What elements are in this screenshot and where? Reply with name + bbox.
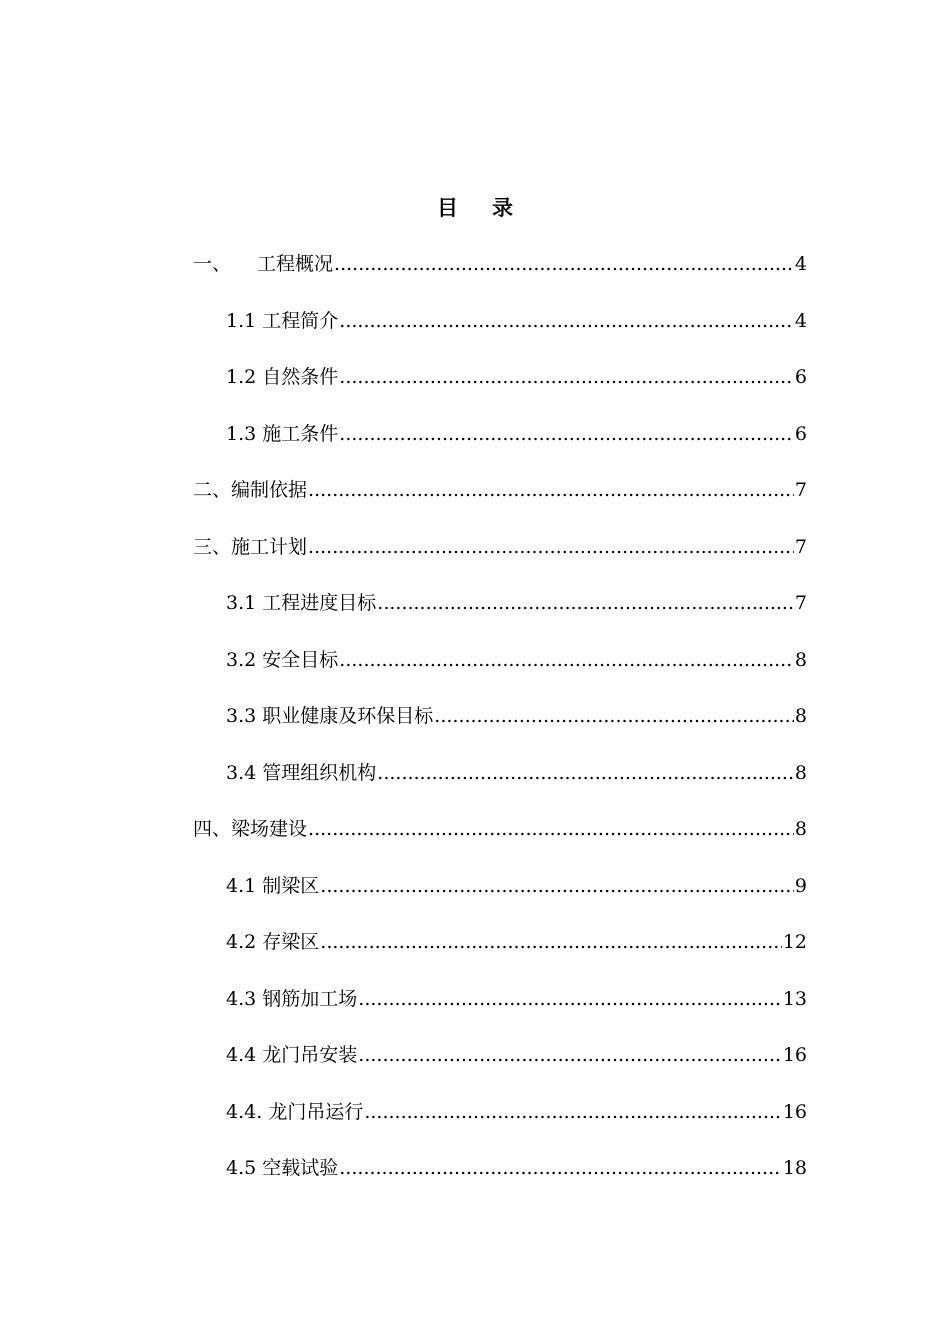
toc-entry-text: 职业健康及环保目标	[262, 705, 434, 727]
toc-dot-leader	[334, 248, 794, 280]
toc-entry[interactable]	[193, 644, 807, 701]
toc-entry-number: 3.2	[226, 648, 257, 671]
toc-entry[interactable]	[193, 813, 807, 870]
toc-entry-text: 管理组织机构	[262, 761, 377, 784]
toc-page-number: 18	[782, 1157, 807, 1179]
toc-dot-leader	[339, 1152, 782, 1184]
toc-entry-label	[226, 305, 338, 337]
toc-dot-leader	[339, 361, 794, 393]
toc-entry[interactable]	[193, 1039, 807, 1096]
toc-entry-number: 4.3	[226, 987, 257, 1010]
toc-entry-number: 4.1	[226, 874, 257, 897]
toc-entry-number: 1.3	[226, 422, 257, 445]
toc-entry[interactable]	[193, 700, 807, 757]
toc-entry-number: 4.5	[226, 1157, 257, 1179]
toc-entry-text: 工程进度目标	[262, 592, 377, 614]
toc-dot-leader	[364, 1096, 781, 1128]
toc-entry-label	[226, 700, 433, 732]
toc-title-part2: 录	[492, 195, 513, 220]
toc-entry-text: 工程概况	[257, 253, 334, 275]
toc-entry-number: 4.2	[226, 931, 257, 953]
toc-page-number: 8	[794, 648, 807, 671]
toc-entry-number: 一、	[193, 253, 232, 275]
toc-dot-leader	[377, 587, 794, 619]
toc-page-number: 6	[794, 366, 807, 388]
toc-dot-leader	[358, 1039, 782, 1071]
toc-page-number: 16	[782, 1100, 807, 1123]
toc-entry-text: 自然条件	[262, 366, 339, 388]
toc-entry-text: 存梁区	[262, 931, 320, 953]
toc-entry-label	[193, 813, 307, 845]
toc-list	[193, 248, 807, 1209]
toc-dot-leader	[339, 305, 794, 337]
toc-page-number: 13	[782, 987, 807, 1010]
toc-entry-text: 编制依据	[231, 479, 308, 501]
toc-dot-leader	[339, 418, 794, 450]
toc-dot-leader	[320, 870, 794, 902]
toc-entry-label	[226, 418, 338, 450]
toc-entry-text: 龙门吊运行	[268, 1100, 364, 1123]
toc-entry-text: 施工计划	[231, 535, 308, 558]
toc-page-number: 9	[794, 874, 807, 897]
toc-entry-label	[226, 1096, 363, 1128]
toc-page-number: 8	[794, 761, 807, 784]
toc-entry-text: 空载试验	[262, 1157, 339, 1179]
toc-dot-leader	[308, 531, 794, 563]
toc-entry-number: 1.1	[226, 309, 257, 332]
toc-entry-label	[193, 248, 333, 280]
toc-entry[interactable]	[193, 1096, 807, 1153]
toc-page-number: 7	[794, 479, 807, 501]
toc-entry-number: 三、	[193, 535, 232, 558]
toc-entry[interactable]	[193, 305, 807, 362]
toc-entry-number: 四、	[193, 818, 232, 840]
toc-dot-leader	[320, 926, 782, 958]
toc-page-number: 7	[794, 535, 807, 558]
toc-dot-leader	[434, 700, 794, 732]
toc-dot-leader	[358, 983, 782, 1015]
toc-entry-text: 梁场建设	[231, 818, 308, 840]
toc-title	[0, 193, 950, 223]
toc-entry[interactable]	[193, 983, 807, 1040]
toc-entry-text: 钢筋加工场	[262, 987, 358, 1010]
toc-entry[interactable]	[193, 757, 807, 814]
toc-dot-leader	[339, 644, 794, 676]
toc-entry[interactable]	[193, 474, 807, 531]
toc-page-number: 4	[794, 253, 807, 275]
toc-page-number: 4	[794, 309, 807, 332]
toc-entry[interactable]	[193, 926, 807, 983]
toc-entry-number: 3.3	[226, 705, 257, 727]
toc-entry-label	[226, 644, 338, 676]
toc-page-number: 16	[782, 1044, 807, 1066]
toc-entry-number: 3.1	[226, 592, 257, 614]
toc-entry-label	[193, 531, 307, 563]
toc-title-part1: 目	[437, 195, 458, 220]
toc-entry-text: 工程简介	[262, 309, 339, 332]
toc-entry-number: 二、	[193, 479, 232, 501]
toc-dot-leader	[308, 813, 794, 845]
toc-dot-leader	[308, 474, 794, 506]
toc-entry-text: 安全目标	[262, 648, 339, 671]
toc-page-number: 6	[794, 422, 807, 445]
toc-entry[interactable]	[193, 587, 807, 644]
toc-entry-label	[226, 757, 376, 789]
toc-page-number: 8	[794, 705, 807, 727]
toc-entry-label	[226, 926, 319, 958]
toc-entry-number: 1.2	[226, 366, 257, 388]
toc-entry-label	[226, 870, 319, 902]
toc-entry-label	[226, 361, 338, 393]
toc-entry-label	[226, 1152, 338, 1184]
toc-entry[interactable]	[193, 531, 807, 588]
toc-dot-leader	[377, 757, 794, 789]
toc-entry-text: 施工条件	[262, 422, 339, 445]
toc-entry-label	[193, 474, 307, 506]
toc-entry-label	[226, 1039, 357, 1071]
toc-entry[interactable]	[193, 248, 807, 305]
toc-entry[interactable]	[193, 870, 807, 927]
toc-entry-number: 3.4	[226, 761, 257, 784]
toc-entry-label	[226, 983, 357, 1015]
toc-entry-text: 龙门吊安装	[262, 1044, 358, 1066]
toc-entry[interactable]	[193, 418, 807, 475]
toc-entry-label	[226, 587, 376, 619]
toc-entry-number: 4.4.	[226, 1100, 263, 1123]
toc-page-number: 8	[794, 818, 807, 840]
toc-entry-text: 制梁区	[262, 874, 320, 897]
toc-entry-number: 4.4	[226, 1044, 257, 1066]
toc-page-number: 7	[794, 592, 807, 614]
toc-entry[interactable]	[193, 1152, 807, 1209]
toc-entry[interactable]	[193, 361, 807, 418]
toc-page-number: 12	[782, 931, 807, 953]
